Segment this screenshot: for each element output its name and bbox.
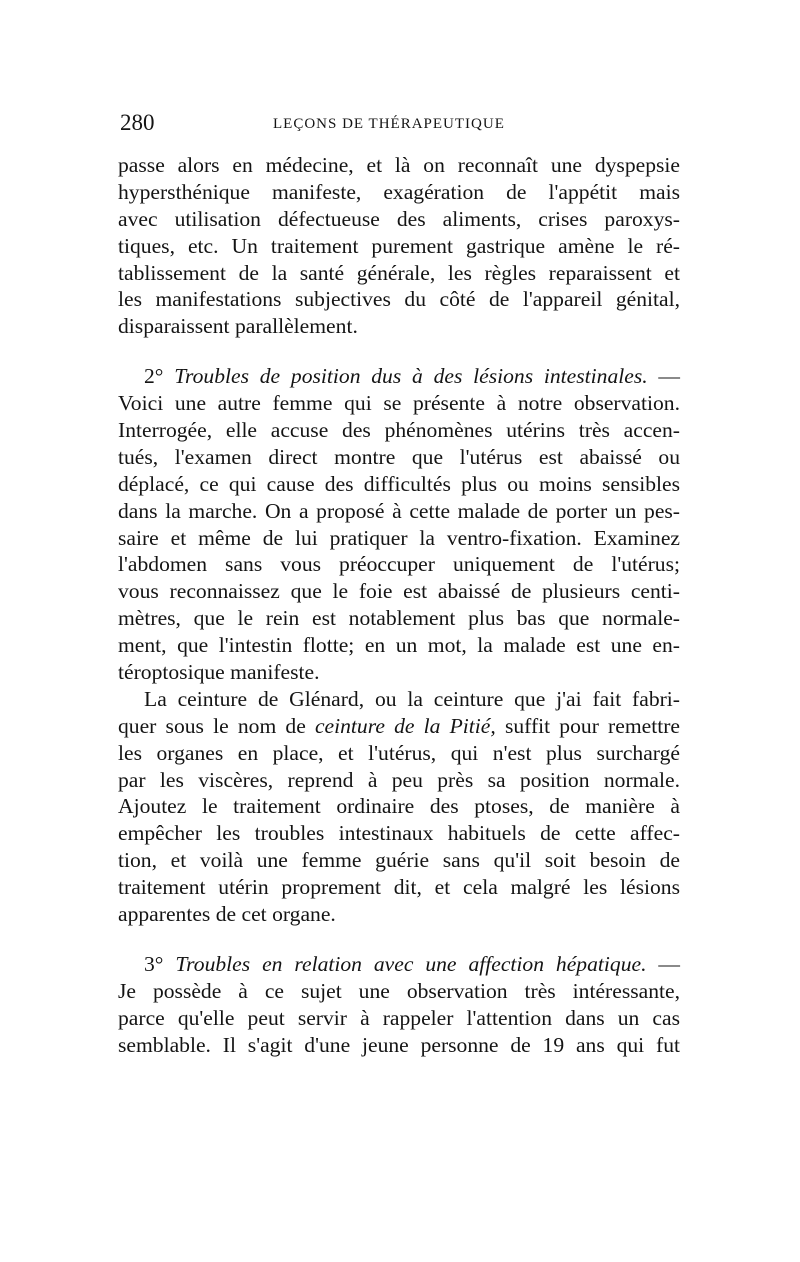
text-line: semblable. Il s'agit d'une jeune personne de 19 ans qui fut <box>118 1032 680 1057</box>
text-line: empêcher les troubles intestinaux habituels de cette affec- <box>118 821 680 846</box>
text-line: hypersthénique manifeste, exagération de l'appétit mais <box>118 179 680 204</box>
section-heading-3 <box>118 951 680 978</box>
paragraph-4 <box>118 951 680 1059</box>
heading-number: 3° <box>144 951 164 976</box>
text-line: disparaissent parallèlement. <box>118 314 358 339</box>
paragraph-2 <box>118 363 680 686</box>
text-line: ment, que l'intestin flotte; en un mot, la malade est une en- <box>118 633 680 658</box>
running-head <box>118 108 680 138</box>
text-line: les organes en place, et l'utérus, qui n'est plus surchargé <box>118 740 680 765</box>
section-heading-2 <box>118 363 680 390</box>
text-line: La ceinture de Glénard, ou la ceinture que j'ai fait fabri- <box>144 686 680 711</box>
text-line: Interrogée, elle accuse des phénomènes utérins très accen- <box>118 418 680 443</box>
heading-dash: — <box>647 364 680 389</box>
text-line: avec utilisation défectueuse des aliments, crises paroxys- <box>118 206 680 231</box>
text-line: traitement utérin proprement dit, et cela malgré les lésions <box>118 875 680 900</box>
text-line: passe alors en médecine, et là on reconnaît une dyspepsie <box>118 153 680 177</box>
text-line: tués, l'examen direct montre que l'utérus est abaissé ou <box>118 444 680 469</box>
paragraph-3 <box>118 686 680 928</box>
text-line: dans la marche. On a proposé à cette malade de porter un pes- <box>118 498 680 523</box>
italic-phrase: ceinture de la Pitié, <box>314 713 496 738</box>
text-line: mètres, que le rein est notablement plus bas que normale- <box>118 606 680 631</box>
text-line: Voici une autre femme qui se présente à notre observation. <box>118 391 680 416</box>
text-line: tiques, etc. Un traitement purement gastrique amène le ré- <box>118 233 680 258</box>
heading-italic: Troubles de position dus à des lésions intestinales. <box>174 364 648 389</box>
text-line: parce qu'elle peut servir à rappeler l'attention dans un cas <box>118 1005 680 1030</box>
paragraph-gap <box>118 928 680 951</box>
page-number: 280 <box>120 110 155 135</box>
text-line: Ajoutez le traitement ordinaire des ptoses, de manière à <box>118 794 680 819</box>
text-line: téroptosique manifeste. <box>118 660 320 685</box>
heading-number: 2° <box>144 364 164 389</box>
book-page <box>118 108 680 1059</box>
text-line: tablissement de la santé générale, les règles reparaissent et <box>118 260 680 285</box>
text-line <box>118 713 680 740</box>
heading-dash: — <box>646 951 680 976</box>
text-run: suffit pour remettre <box>495 713 680 738</box>
text-line: tion, et voilà une femme guérie sans qu'il soit besoin de <box>118 848 680 873</box>
text-line: saire et même de lui pratiquer la ventro-fixation. Examinez <box>118 525 680 550</box>
paragraph-1 <box>118 152 680 340</box>
text-line: apparentes de cet organe. <box>118 902 336 927</box>
text-line: par les viscères, reprend à peu près sa position normale. <box>118 767 680 792</box>
text-line: Je possède à ce sujet une observation très intéressante, <box>118 978 680 1003</box>
heading-italic: Troubles en relation avec une affection hépatique. <box>175 951 647 976</box>
paragraph-gap <box>118 340 680 363</box>
text-line: l'abdomen sans vous préoccuper uniquement de l'utérus; <box>118 552 680 577</box>
text-line: déplacé, ce qui cause des difficultés plus ou moins sensibles <box>118 471 680 496</box>
text-line: les manifestations subjectives du côté de l'appareil génital, <box>118 287 680 312</box>
text-line: vous reconnaissez que le foie est abaissé de plusieurs centi- <box>118 579 680 604</box>
text-run: quer sous le nom de <box>118 713 315 738</box>
running-title: LEÇONS DE THÉRAPEUTIQUE <box>273 116 505 132</box>
